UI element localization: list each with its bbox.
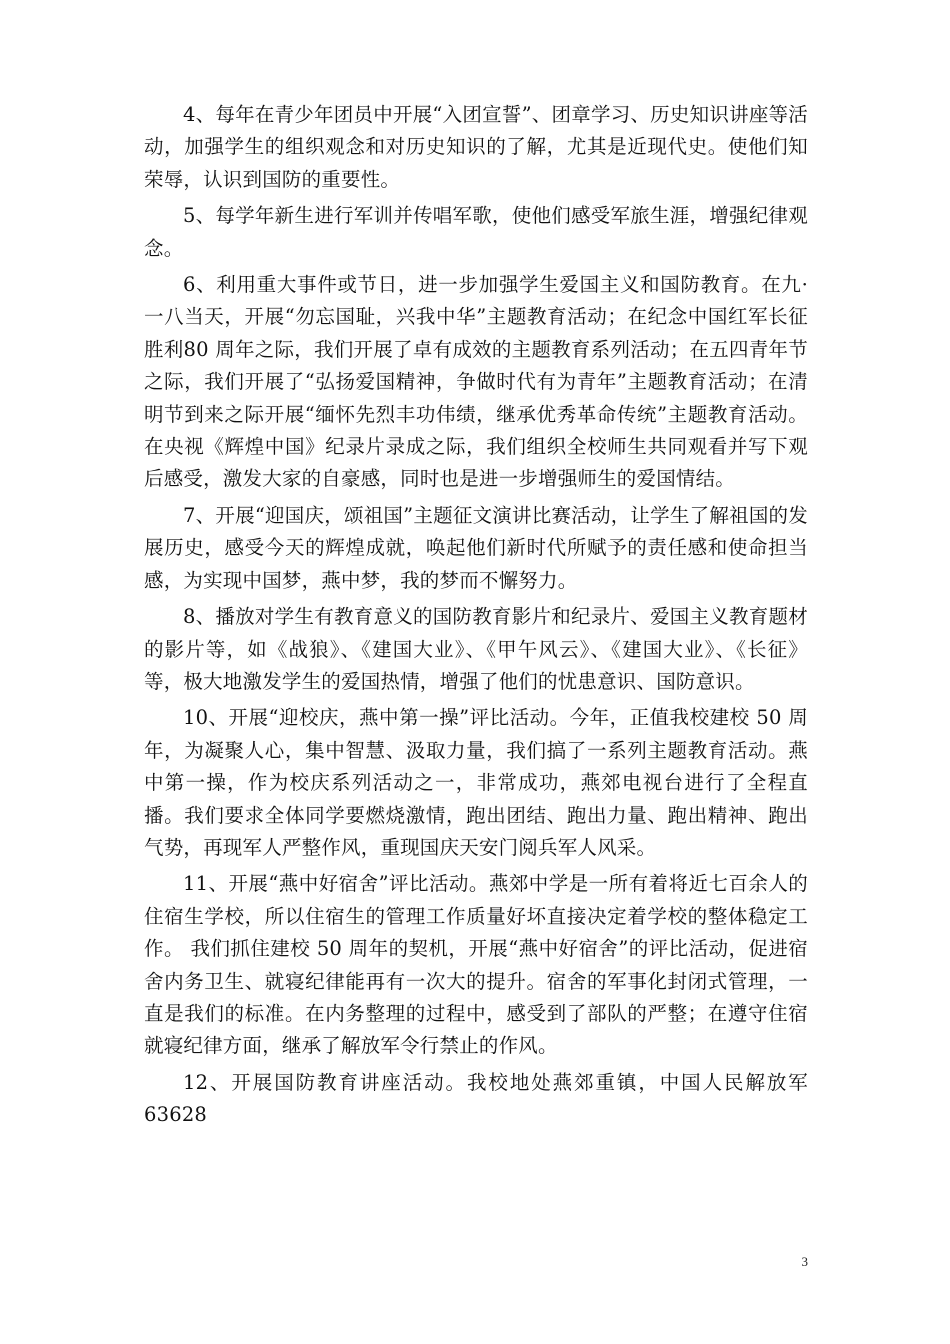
page-number: 3 [801,1254,808,1269]
paragraph-item-7: 7、开展“迎国庆，颂祖国”主题征文演讲比赛活动，让学生了解祖国的发展历史，感受今天的辉煌成就，唤起他们新时代所赋予的责任感和使命担当感，为实现中国梦，燕中梦，我的梦而不懈努力。 [144,503,808,592]
paragraph-item-8: 8、播放对学生有教育意义的国防教育影片和纪录片、爱国主义教育题材的影片等，如《战狼》、《建国大业》、《甲午风云》、《建国大业》、《长征》等，极大地激发学生的爱国热情，增强了他们的忧患意识、国防意识。 [144,605,808,693]
document-body [144,99,808,1132]
paragraph-item-6: 6、利用重大事件或节日，进一步加强学生爱国主义和国防教育。在九·一八当天，开展“勿忘国耻，兴我中华”主题教育活动；在纪念中国红军长征胜利80 周年之际，我们开展了卓有成效的主题教育系列活动；在五四青年节之际，我们开展了“弘扬爱国精神，争做时代有为青年”主题教育活动；在清明节到来之际开展“缅怀先烈丰功伟绩，继承优秀革命传统”主题教育活动。在央视《辉煌中国》纪录片录成之际，我们组织全校师生共同观看并写下观后感受，激发大家的自豪感，同时也是进一步增强师生的爱国情结。 [144,273,808,491]
paragraph-item-5: 5、每学年新生进行军训并传唱军歌，使他们感受军旅生涯，增强纪律观念。 [144,204,808,260]
paragraph-item-11: 11、开展“燕中好宿舍”评比活动。燕郊中学是一所有着将近七百余人的住宿生学校，所以住宿生的管理工作质量好坏直接决定着学校的整体稳定工作。 我们抓住建校 50 周年的契机，开展“燕中好宿舍”的评比活动，促进宿舍内务卫生、就寝纪律能再有一次大的提升。宿舍的军事化封闭式管理，一直是我们的标准。在内务整理的过程中，感受到了部队的严整；在遵守住宿就寝纪律方面，继承了解放军令行禁止的作风。 [144,872,808,1058]
paragraph-item-4: 4、每年在青少年团员中开展“入团宣誓”、团章学习、历史知识讲座等活动，加强学生的组织观念和对历史知识的了解，尤其是近现代史。使他们知荣辱，认识到国防的重要性。 [144,103,808,191]
paragraph-item-12: 12、开展国防教育讲座活动。我校地处燕郊重镇，中国人民解放军 63628 [144,1070,808,1127]
paragraph-item-10: 10、开展“迎校庆，燕中第一操”评比活动。今年，正值我校建校 50 周年，为凝聚人心，集中智慧、汲取力量，我们搞了一系列主题教育活动。燕中第一操，作为校庆系列活动之一，非常成功，燕郊电视台进行了全程直播。我们要求全体同学要燃烧激情，跑出团结、跑出力量、跑出精神、跑出气势，再现军人严整作风，重现国庆天安门阅兵军人风采。 [144,706,808,859]
